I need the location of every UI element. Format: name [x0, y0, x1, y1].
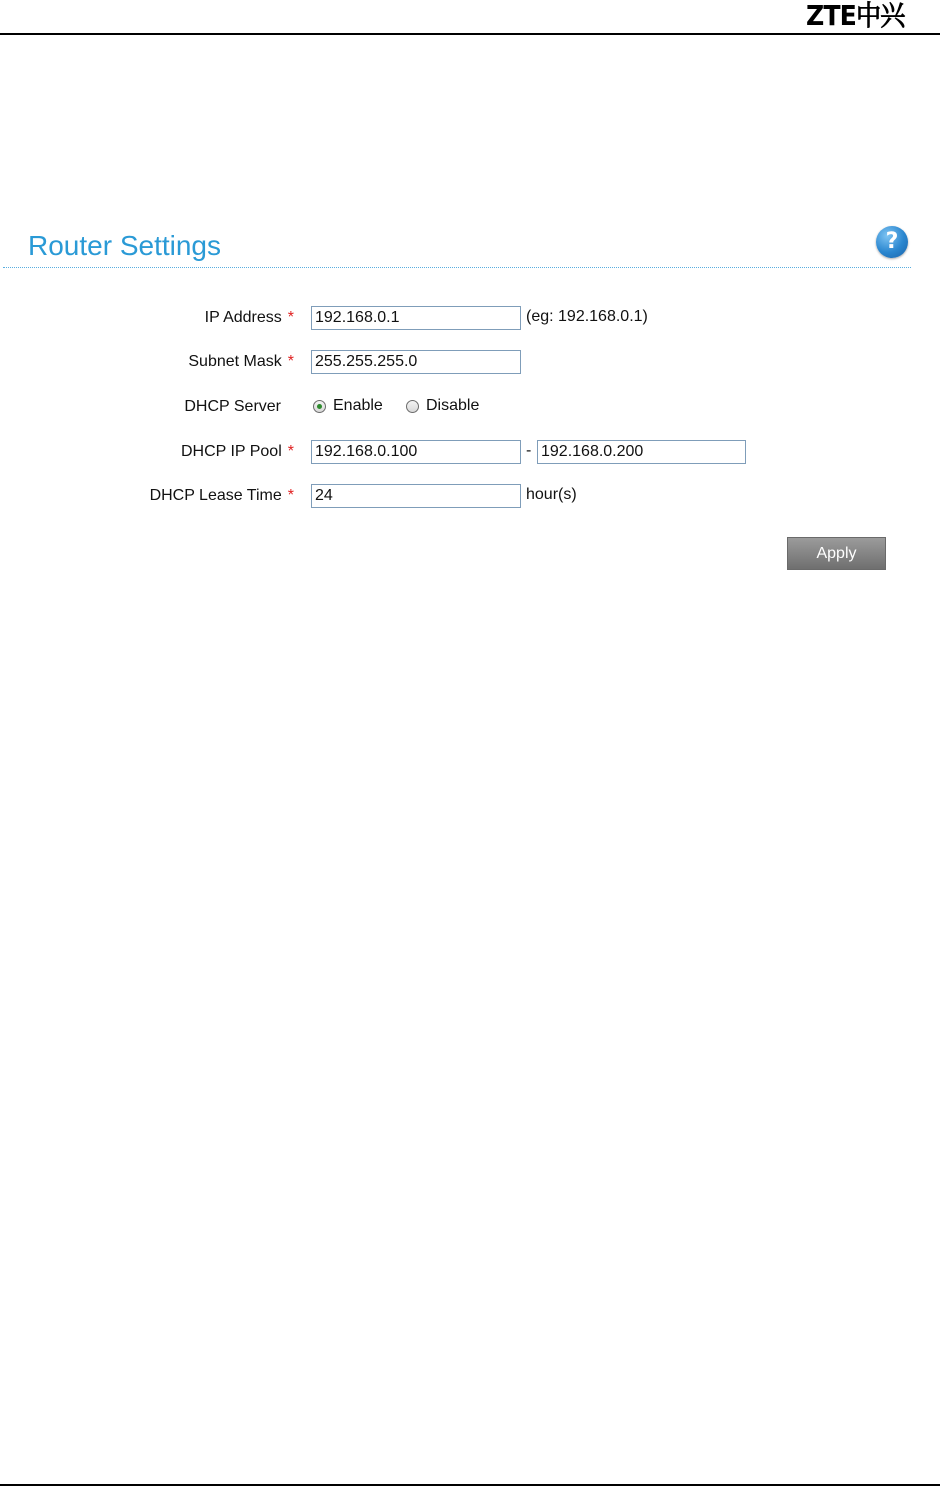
required-marker: * [287, 487, 294, 504]
dhcp-disable-label[interactable]: Disable [426, 397, 480, 414]
ip-address-label: IP Address * [204, 309, 294, 326]
dhcp-lease-time-row [0, 484, 940, 510]
dhcp-enable-radio[interactable] [313, 400, 326, 413]
dhcp-lease-time-unit: hour(s) [526, 486, 577, 503]
zte-logo: ZTE中兴 [806, 0, 905, 32]
required-marker: * [287, 309, 294, 326]
required-marker: * [287, 443, 294, 460]
required-marker: * [287, 353, 294, 370]
dhcp-lease-time-label: DHCP Lease Time * [149, 487, 294, 504]
page-title: Router Settings [28, 230, 221, 261]
dhcp-enable-label[interactable]: Enable [333, 397, 383, 414]
help-icon[interactable]: ? [876, 226, 908, 258]
subnet-mask-label: Subnet Mask * [188, 353, 294, 370]
dhcp-pool-separator: - [526, 442, 532, 459]
subnet-mask-row [0, 350, 940, 376]
ip-address-row [0, 306, 940, 332]
ip-address-hint: (eg: 192.168.0.1) [526, 308, 648, 325]
ip-address-input[interactable] [311, 306, 521, 330]
apply-button[interactable]: Apply [787, 537, 886, 570]
subnet-mask-input[interactable] [311, 350, 521, 374]
dhcp-ip-pool-label: DHCP IP Pool * [180, 443, 294, 460]
dhcp-lease-time-input[interactable] [311, 484, 521, 508]
footer-divider [0, 1484, 940, 1486]
header-divider [0, 33, 940, 35]
dhcp-server-row [0, 395, 940, 421]
dhcp-ip-pool-row [0, 440, 940, 466]
dhcp-disable-radio[interactable] [406, 400, 419, 413]
dhcp-server-label: DHCP Server [184, 398, 281, 415]
title-divider [3, 267, 911, 268]
dhcp-pool-end-input[interactable] [537, 440, 746, 464]
dhcp-pool-start-input[interactable] [311, 440, 521, 464]
